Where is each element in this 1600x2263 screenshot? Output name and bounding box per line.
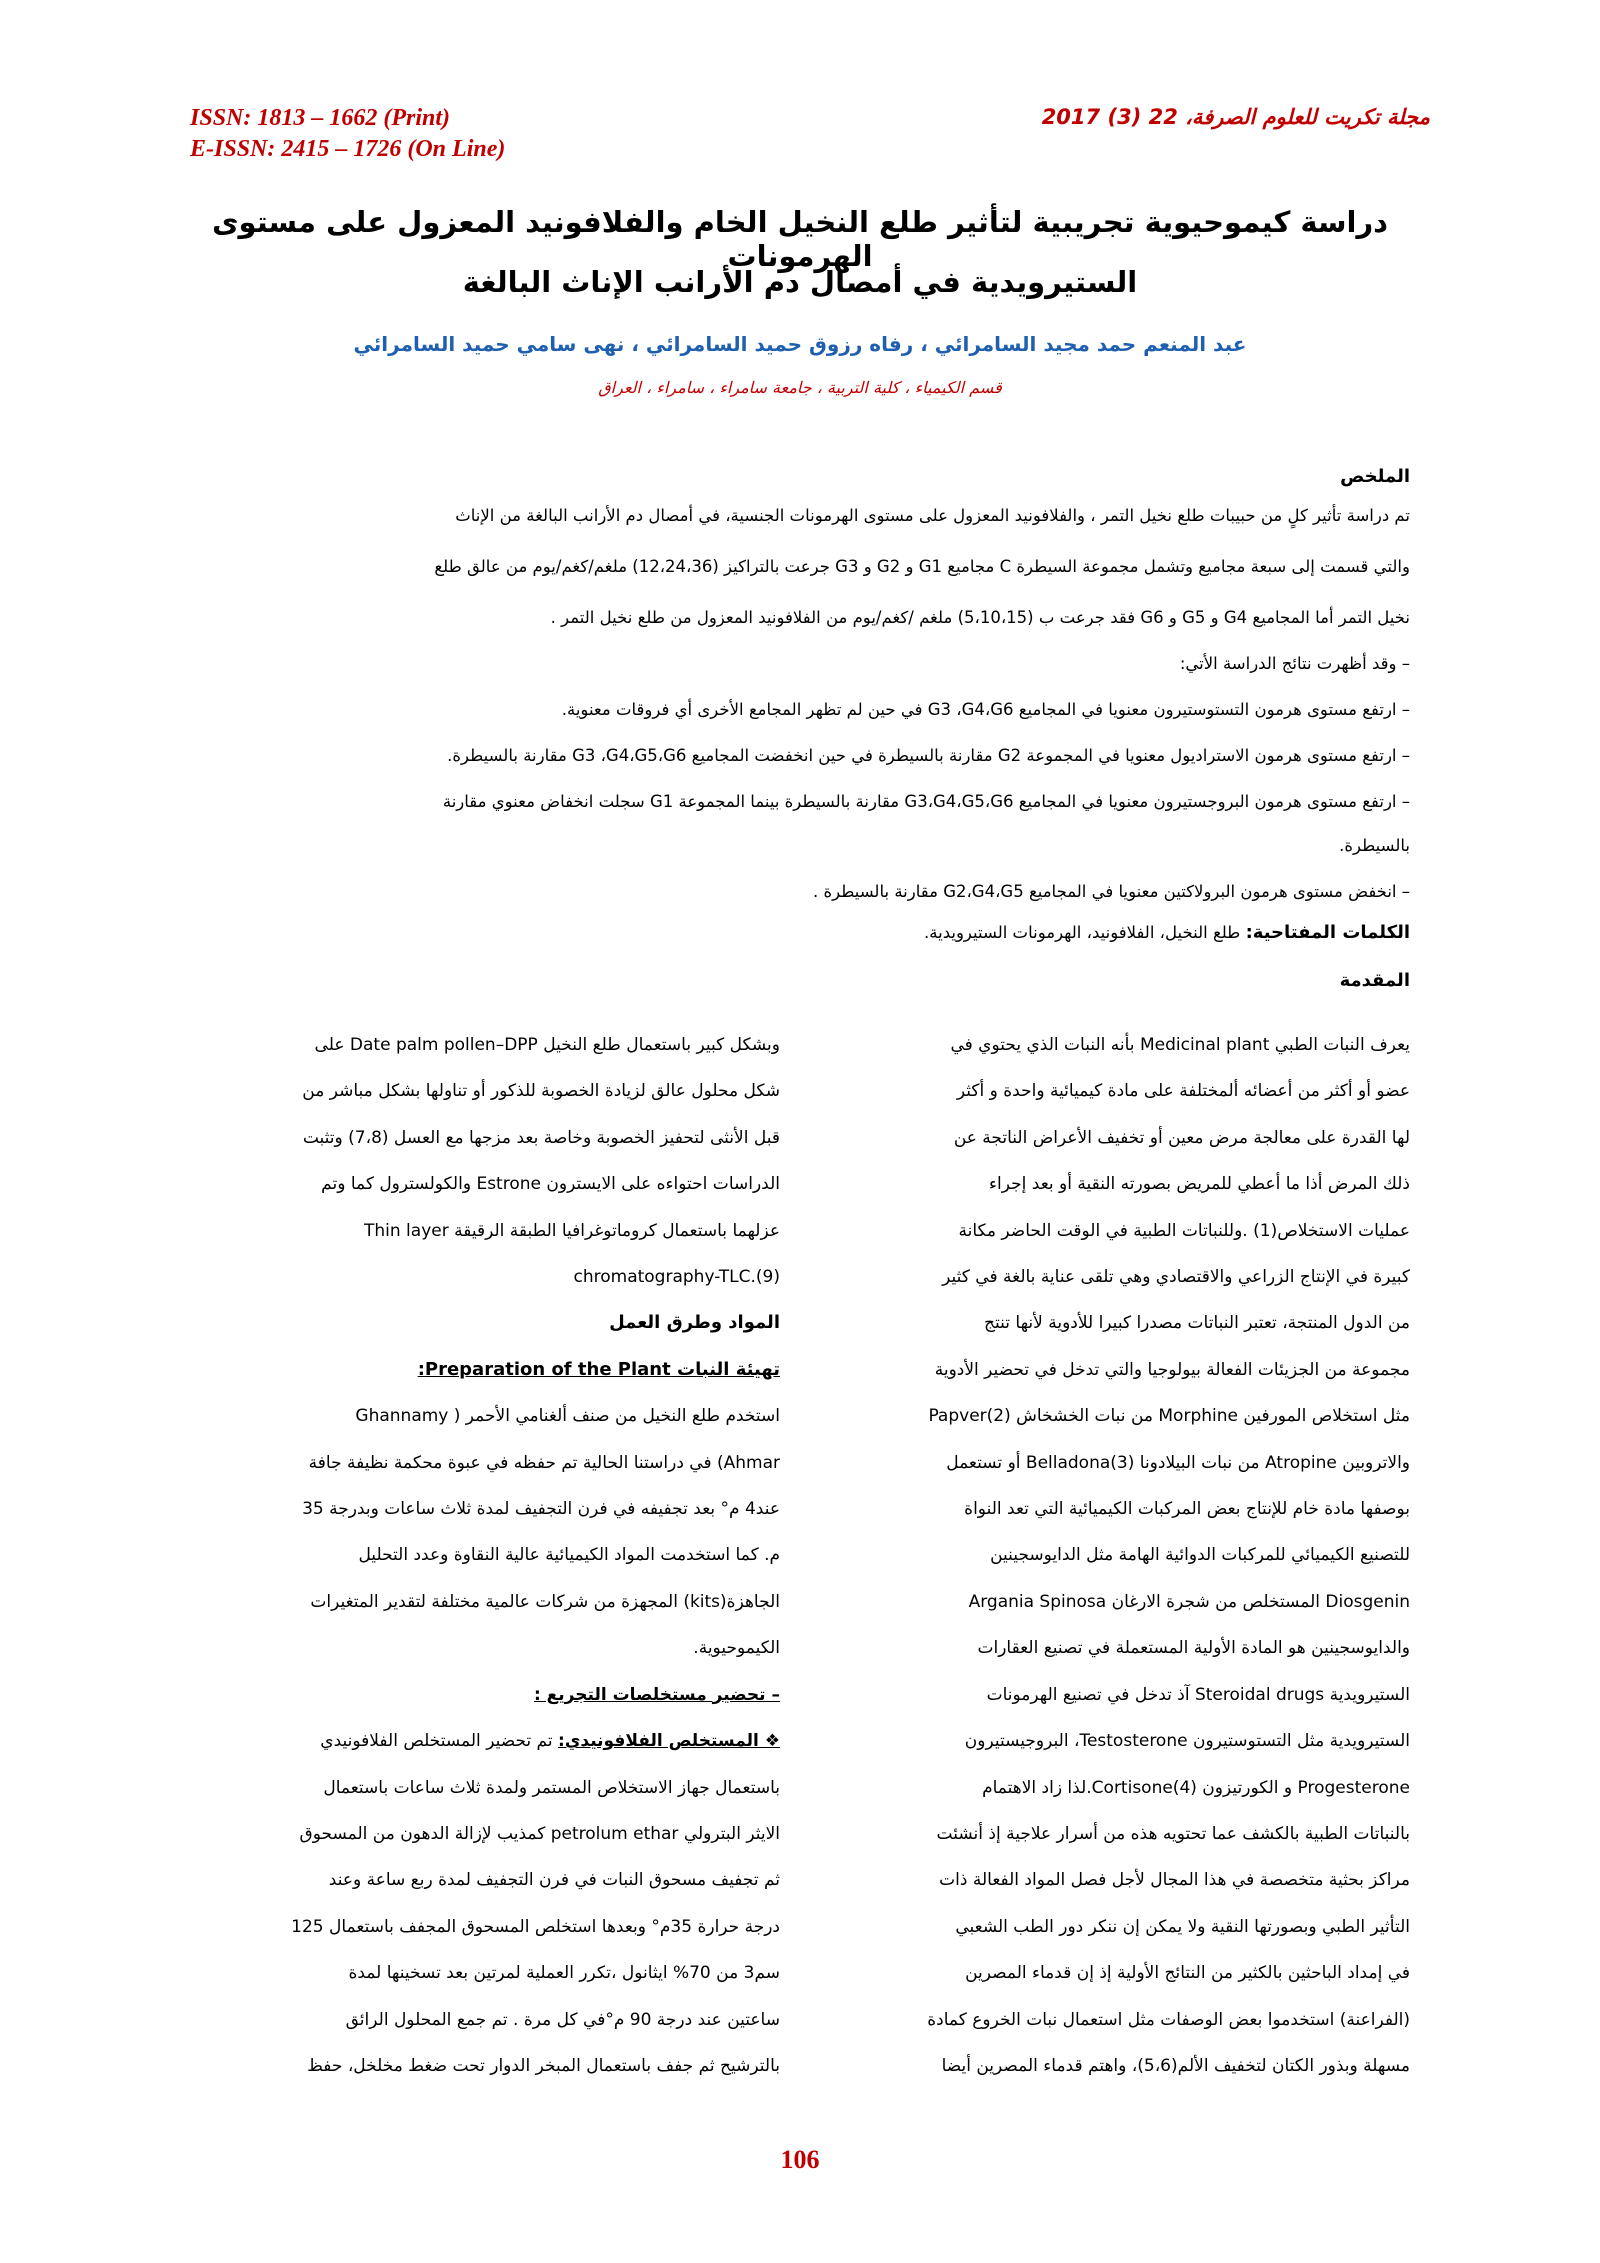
abstract-line: – ارتفع مستوى هرمون التستوستيرون معنويا في المجاميع G3 ،G4،G6 في حين لم تظهر المجامع الأخرى أي فروقات معنوية. [561,700,1410,719]
body-line: الكيموحيوية. [693,1638,780,1659]
extracts-heading: – تحضير مستخلصات التجريع : [533,1684,780,1705]
body-line: في إمداد الباحثين بالكثير من النتائج الأولية إذ إن قدماء المصرين [965,1963,1410,1984]
keywords-text: طلع النخيل، الفلافونيد، الهرمونات الستيرويدية. [924,923,1241,942]
body-line: كبيرة في الإنتاج الزراعي والاقتصادي وهي تلقى عناية بالغة في كثير [942,1267,1410,1288]
body-line: مجموعة من الجزيئات الفعالة بيولوجيا والتي تدخل في تحضير الأدوية [934,1359,1410,1380]
abstract-line: – ارتفع مستوى هرمون الاستراديول معنويا في المجموعة G2 مقارنة بالسيطرة في حين انخفضت المجاميع G3 ،G4،G5،G6 مقارنة بالسيطرة. [447,746,1410,765]
body-line: يعرف النبات الطبي Medicinal plant بأنه النبات الذي يحتوي في [950,1035,1410,1055]
issn-online: E-ISSN: 2415 – 1726 (On Line) [190,136,506,162]
body-line: الدراسات احتواءه على الايسترون Estrone والكولسترول كما وتم [321,1174,780,1195]
body-line: وبشكل كبير باستعمال طلع النخيل Date palm pollen–DPP على [314,1035,780,1055]
preparation-heading: تهيئة النبات Preparation of the Plant: [417,1358,780,1380]
body-line: استخدم طلع النخيل من صنف ألغنامي الأحمر ( Ghannamy [355,1406,780,1427]
body-line: والدايوسجينين هو المادة الأولية المستعملة في تصنيع العقارات [977,1638,1410,1659]
body-line: قبل الأنثى لتحفيز الخصوبة وخاصة بعد مزجها مع العسل (7،8) وتثبت [302,1127,780,1148]
body-line: درجة حرارة 35م° وبعدها استخلص المسحوق المجفف باستعمال 125 [291,1916,780,1937]
paper-title-line-1: دراسة كيموحيوية تجريبية لتأثير طلع النخيل الخام والفلافونيد المعزول على مستوى الهرمونات [211,205,1389,273]
body-line: بوصفها مادة خام للإنتاج بعض المركبات الكيميائية التي تعد النواة [964,1499,1410,1520]
body-line: ثم تجفيف مسحوق النبات في فرن التجفيف لمدة ربع ساعة وعند [328,1870,780,1891]
introduction-heading: المقدمة [1339,970,1410,991]
body-line: Progesterone و الكورتيزون Cortisone(4).لذا زاد الاهتمام [982,1777,1410,1798]
body-line: الايثر البترولي petrolum ethar كمذيب لإزالة الدهون من المسحوق [299,1823,780,1844]
body-line: الجاهزة(kits) المجهزة من شركات عالمية مختلفة لتقدير المتغيرات [310,1591,780,1612]
body-line: عند4 م° بعد تجفيفه في فرن التجفيف لمدة ثلاث ساعات وبدرجة 35 [302,1499,780,1520]
paper-title-line-2: الستيرويدية في أمصال دم الأرانب الإناث البالغة [462,265,1138,299]
body-line: عزلهما باستعمال كروماتوغرافيا الطبقة الرقيقة Thin layer [364,1220,780,1241]
page-number: 106 [780,2145,820,2174]
keywords-label: الكلمات المفتاحية: [1245,922,1410,943]
body-line: (الفراعنة) استخدموا بعض الوصفات مثل استعمال نبات الخروع كمادة [927,2009,1410,2030]
abstract-line: والتي قسمت إلى سبعة مجاميع وتشمل مجموعة السيطرة C مجاميع G1 و G2 و G3 جرعت بالتراكيز (12،24،36) ملغم/كغم/يوم من عالق طلع [434,557,1410,576]
right-column [830,1022,1410,2089]
body-line: chromatography-TLC.(9) [573,1267,780,1288]
journal-name: مجلة تكريت للعلوم الصرفة، 22 (3) 2017 [1041,105,1430,129]
abstract-line: – انخفض مستوى هرمون البرولاكتين معنويا في المجاميع G2،G4،G5 مقارنة بالسيطرة . [812,882,1410,901]
body-line: والاتروبين Atropine من نبات البيلادونا Belladona(3) أو تستعمل [946,1452,1410,1473]
body-line: مثل استخلاص المورفين Morphine من نبات الخشخاش Papver(2) [928,1406,1410,1427]
body-line: للتصنيع الكيميائي للمركبات الدوائية الهامة مثل الدايوسجينين [990,1545,1410,1566]
flavonoid-heading: ❖ المستخلص الفلافونيدي: [558,1731,780,1752]
abstract-line: نخيل التمر أما المجاميع G4 و G5 و G6 فقد جرعت ب (5،10،15) ملغم /كغم/يوم من الفلافونيد المعزول من طلع نخيل التمر . [550,608,1410,627]
body-line: الستيرويدية Steroidal drugs آذ تدخل في تصنيع الهرمونات [986,1684,1410,1705]
body-line: مسهلة وبذور الكتان لتخفيف الألم(5،6)، واهتم قدماء المصرين أيضا [941,2055,1410,2076]
abstract-heading: الملخص [1340,466,1410,487]
body-line: شكل محلول عالق لزيادة الخصوبة للذكور أو تناولها بشكل مباشر من [302,1081,780,1102]
body-line: سم3 من 70% ايثانول ،تكرر العملية لمرتين بعد تسخينها لمدة [348,1963,780,1984]
left-column [190,1022,780,2089]
body-line: عضو أو أكثر من أعضائه ألمختلفة على مادة كيميائية واحدة و أكثر [956,1081,1410,1102]
body-line: الستيرويدية مثل التستوستيرون Testosterone، البروجيستيرون [964,1731,1410,1752]
body-line: عمليات الاستخلاص(1) .وللنباتات الطبية في الوقت الحاضر مكانة [958,1220,1410,1241]
body-line: بالترشيح ثم جفف باستعمال المبخر الدوار تحت ضغط مخلخل، حفظ [307,2055,780,2076]
body-line: Ahmar) في دراستنا الحالية تم حفظه في عبوة محكمة نظيفة جافة [308,1452,780,1473]
body-line: ساعتين عند درجة 90 م°في كل مرة . تم جمع المحلول الرائق [345,2009,780,2030]
abstract-line: بالسيطرة. [1339,836,1410,855]
body-line: باستعمال جهاز الاستخلاص المستمر ولمدة ثلاث ساعات باستعمال [323,1777,780,1798]
methods-heading: المواد وطرق العمل [609,1312,780,1334]
body-line: ذلك المرض أذا ما أعطي للمريض بصورته النقية أو بعد إجراء [989,1174,1410,1195]
affiliation: قسم الكيمياء ، كلية التربية ، جامعة سامراء ، سامراء ، العراق [598,378,1002,397]
issn-print: ISSN: 1813 – 1662 (Print) [190,105,451,131]
keywords [924,922,1410,943]
abstract-line: – وقد أظهرت نتائج الدراسة الأتي: [1179,654,1410,673]
body-line: من الدول المنتجة، تعتبر النباتات مصدرا كبيرا للأدوية لأنها تنتج [984,1313,1410,1334]
body-line: مراكز بحثية متخصصة في هذا المجال لأجل فصل المواد الفعالة ذات [939,1870,1410,1891]
authors: عبد المنعم حمد مجيد السامرائي ، رفاه رزوق حميد السامرائي ، نهى سامي حميد السامرائي [353,332,1247,356]
body-line: Diosgenin المستخلص من شجرة الارغان Argania Spinosa [968,1591,1410,1612]
body-line: تم تحضير المستخلص الفلافونيدي [320,1731,553,1752]
abstract-line: – ارتفع مستوى هرمون البروجستيرون معنويا في المجاميع G3،G4،G5،G6 مقارنة بالسيطرة بينما المجموعة G1 سجلت انخفاض معنوي مقارنة [442,792,1410,811]
flavonoid-first-line [190,1718,780,1764]
abstract-line: تم دراسة تأثير كلٍ من حبيبات طلع نخيل التمر ، والفلافونيد المعزول على مستوى الهرمونات الجنسية، في أمصال دم الأرانب البالغة من الإناث [455,506,1410,525]
body-line: التأثير الطبي وبصورتها النقية ولا يمكن إن ننكر دور الطب الشعبي [955,1916,1410,1937]
body-line: م. كما استخدمت المواد الكيميائية عالية النقاوة وعدد التحليل [358,1545,780,1566]
body-line: لها القدرة على معالجة مرض معين أو تخفيف الأعراض الناتجة عن [953,1127,1410,1148]
body-line: بالنباتات الطبية بالكشف عما تحتويه هذه من أسرار علاجية إذ أنشئت [936,1823,1410,1844]
